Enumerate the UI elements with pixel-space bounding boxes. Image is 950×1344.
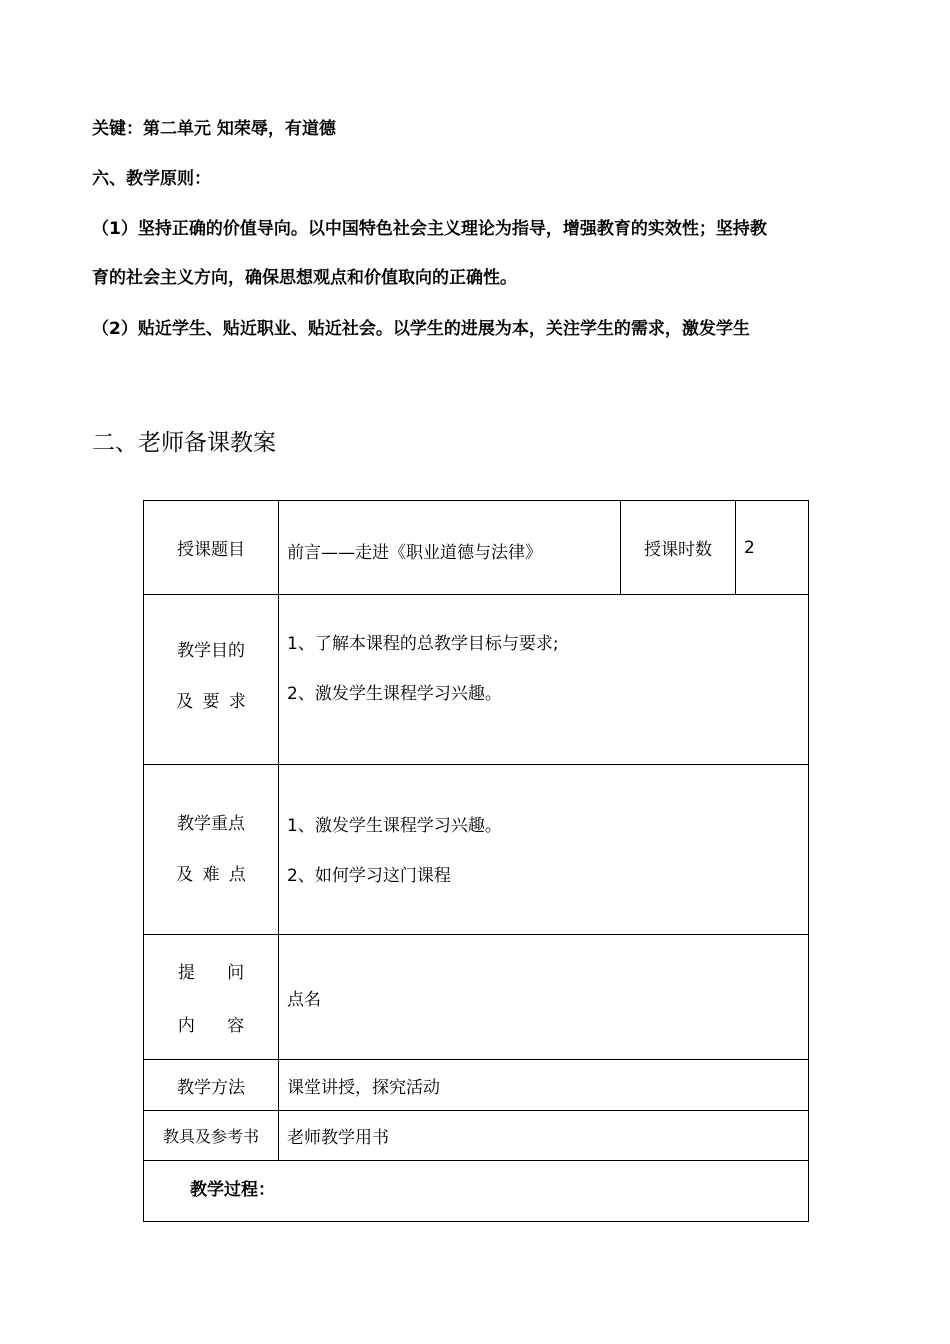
questions-label-line-1: 提问 bbox=[177, 963, 277, 983]
topic-value: 前言——走进《职业道德与法律》 bbox=[279, 501, 621, 595]
method-label: 教学方法 bbox=[144, 1060, 279, 1111]
principle-2: （2）贴近学生、贴近职业、贴近社会。以学生的进展为本，关注学生的需求，激发学生 bbox=[92, 319, 750, 339]
focus-item: 1、激发学生课程学习兴趣。 bbox=[287, 816, 502, 836]
questions-label bbox=[144, 935, 279, 1060]
method-row bbox=[144, 1060, 809, 1111]
lesson-plan-table bbox=[143, 500, 809, 1222]
focus-row bbox=[144, 765, 809, 935]
topic-label: 授课题目 bbox=[144, 501, 279, 595]
goals-list bbox=[279, 595, 809, 765]
questions-label-line-2: 内容 bbox=[177, 1016, 277, 1036]
focus-item: 2、如何学习这门课程 bbox=[287, 866, 451, 886]
hours-value: 2 bbox=[736, 501, 809, 595]
goals-label-line-2: 及要求 bbox=[176, 691, 256, 712]
principles-heading: 六、教学原则： bbox=[92, 169, 211, 189]
goals-label-line-1: 教学目的 bbox=[177, 640, 245, 661]
key-line: 关键：第二单元 知荣辱，有道德 bbox=[92, 119, 336, 139]
focus-label bbox=[144, 765, 279, 935]
process-row bbox=[144, 1161, 809, 1222]
focus-label-line-2: 及难点 bbox=[176, 864, 256, 885]
goals-item: 1、了解本课程的总教学目标与要求; bbox=[287, 634, 559, 654]
goals-label bbox=[144, 595, 279, 765]
goals-item: 2、激发学生课程学习兴趣。 bbox=[287, 684, 502, 704]
materials-label: 教具及参考书 bbox=[144, 1111, 279, 1161]
focus-label-line-1: 教学重点 bbox=[177, 813, 245, 834]
principle-1-line-2: 育的社会主义方向，确保思想观点和价值取向的正确性。 bbox=[92, 268, 517, 288]
method-value: 课堂讲授，探究活动 bbox=[279, 1060, 809, 1111]
questions-value: 点名 bbox=[279, 935, 809, 1060]
topic-row bbox=[144, 501, 809, 595]
section-title: 二、老师备课教案 bbox=[92, 430, 276, 456]
materials-row bbox=[144, 1111, 809, 1161]
principle-1-line-1: （1）坚持正确的价值导向。以中国特色社会主义理论为指导，增强教育的实效性；坚持教 bbox=[92, 219, 767, 239]
goals-row bbox=[144, 595, 809, 765]
hours-label: 授课时数 bbox=[621, 501, 736, 595]
materials-value: 老师教学用书 bbox=[279, 1111, 809, 1161]
focus-list bbox=[279, 765, 809, 935]
questions-row bbox=[144, 935, 809, 1060]
process-label: 教学过程： bbox=[144, 1161, 809, 1222]
